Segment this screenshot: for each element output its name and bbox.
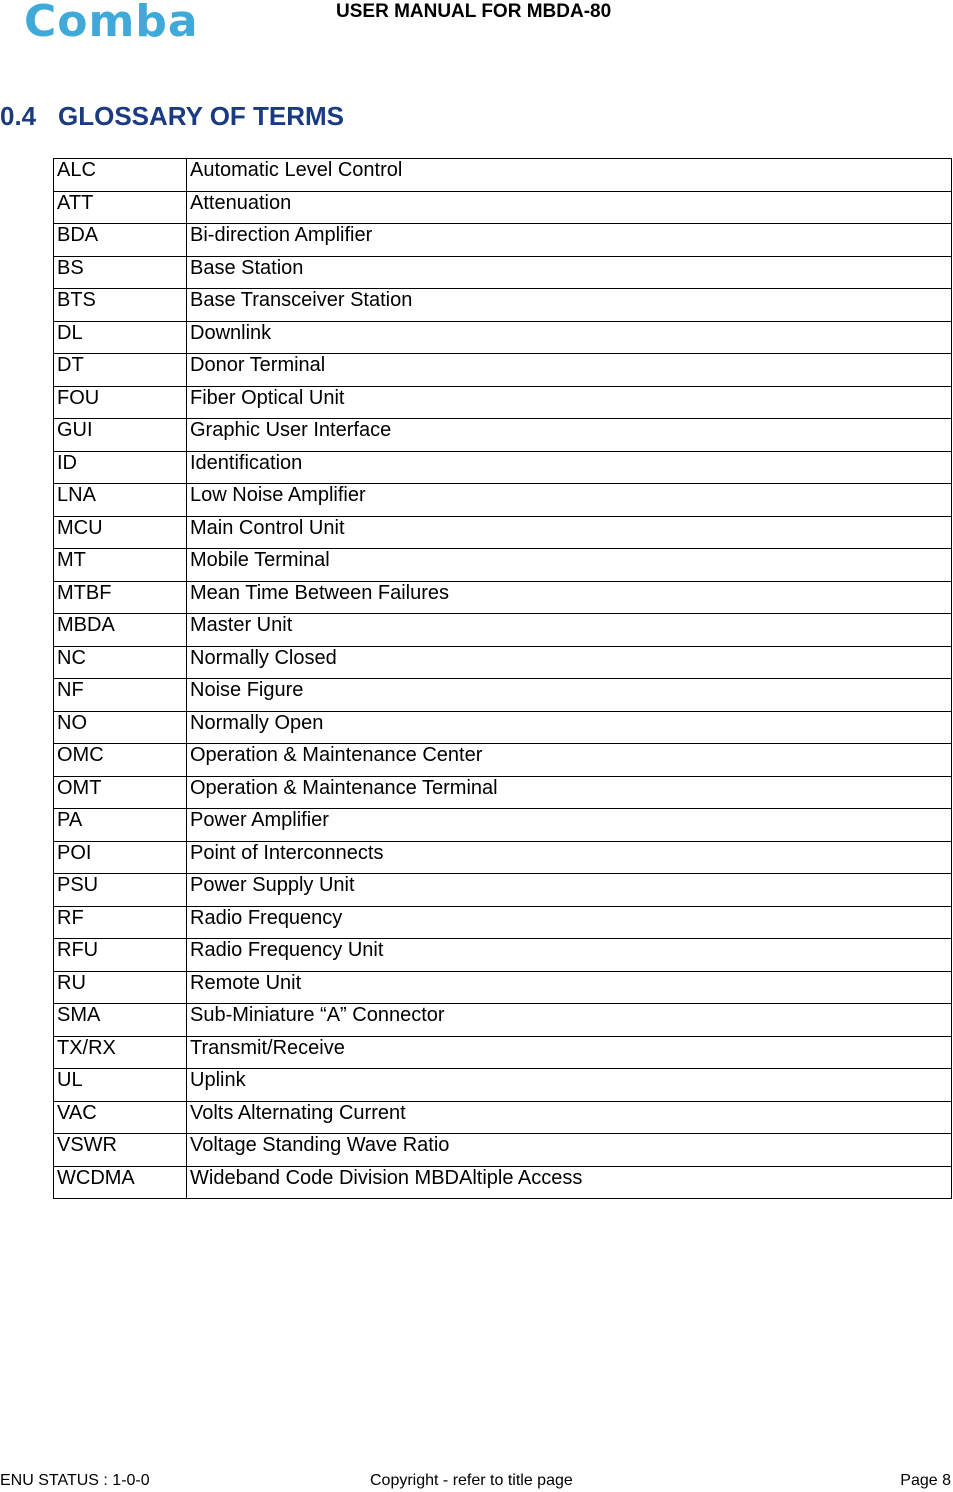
glossary-definition: Downlink	[187, 321, 952, 354]
glossary-row	[54, 646, 952, 679]
glossary-abbreviation: NC	[54, 646, 187, 679]
glossary-row	[54, 451, 952, 484]
glossary-abbreviation: MTBF	[54, 581, 187, 614]
glossary-abbreviation: FOU	[54, 386, 187, 419]
glossary-row	[54, 744, 952, 777]
glossary-definition: Power Amplifier	[187, 809, 952, 842]
glossary-definition: Attenuation	[187, 191, 952, 224]
glossary-definition: Base Transceiver Station	[187, 289, 952, 322]
glossary-abbreviation: UL	[54, 1069, 187, 1102]
glossary-definition: Noise Figure	[187, 679, 952, 712]
glossary-row	[54, 1134, 952, 1167]
glossary-abbreviation: BDA	[54, 224, 187, 257]
document-title: USER MANUAL FOR MBDA-80	[336, 1, 612, 22]
glossary-definition: Low Noise Amplifier	[187, 484, 952, 517]
glossary-definition: Base Station	[187, 256, 952, 289]
glossary-definition: Donor Terminal	[187, 354, 952, 387]
glossary-abbreviation: BTS	[54, 289, 187, 322]
glossary-abbreviation: VSWR	[54, 1134, 187, 1167]
glossary-row	[54, 809, 952, 842]
glossary-row	[54, 419, 952, 452]
glossary-abbreviation: NF	[54, 679, 187, 712]
glossary-row	[54, 776, 952, 809]
footer-status: ENU STATUS : 1-0-0	[0, 1472, 150, 1489]
glossary-row	[54, 841, 952, 874]
glossary-definition: Mean Time Between Failures	[187, 581, 952, 614]
glossary-definition: Remote Unit	[187, 971, 952, 1004]
glossary-abbreviation: MBDA	[54, 614, 187, 647]
glossary-abbreviation: BS	[54, 256, 187, 289]
glossary-row	[54, 939, 952, 972]
glossary-definition: Main Control Unit	[187, 516, 952, 549]
glossary-abbreviation: GUI	[54, 419, 187, 452]
glossary-row	[54, 224, 952, 257]
glossary-row	[54, 971, 952, 1004]
glossary-row	[54, 874, 952, 907]
glossary-row	[54, 386, 952, 419]
glossary-abbreviation: VAC	[54, 1101, 187, 1134]
section-title: GLOSSARY OF TERMS	[58, 101, 345, 131]
glossary-abbreviation: OMC	[54, 744, 187, 777]
glossary-definition: Volts Alternating Current	[187, 1101, 952, 1134]
glossary-abbreviation: NO	[54, 711, 187, 744]
glossary-row	[54, 614, 952, 647]
footer-copyright: Copyright - refer to title page	[370, 1472, 573, 1489]
glossary-row	[54, 191, 952, 224]
glossary-definition: Identification	[187, 451, 952, 484]
glossary-definition: Transmit/Receive	[187, 1036, 952, 1069]
glossary-row	[54, 484, 952, 517]
glossary-definition: Radio Frequency	[187, 906, 952, 939]
glossary-definition: Fiber Optical Unit	[187, 386, 952, 419]
section-heading	[0, 101, 344, 132]
glossary-abbreviation: WCDMA	[54, 1166, 187, 1199]
glossary-abbreviation: POI	[54, 841, 187, 874]
glossary-definition: Power Supply Unit	[187, 874, 952, 907]
glossary-row	[54, 679, 952, 712]
glossary-definition: Normally Open	[187, 711, 952, 744]
glossary-row	[54, 321, 952, 354]
logo-text: Comba	[24, 0, 199, 42]
glossary-definition: Sub-Miniature “A” Connector	[187, 1004, 952, 1037]
glossary-definition: Uplink	[187, 1069, 952, 1102]
glossary-definition: Wideband Code Division MBDAltiple Access	[187, 1166, 952, 1199]
glossary-abbreviation: DL	[54, 321, 187, 354]
glossary-definition: Automatic Level Control	[187, 159, 952, 192]
glossary-row	[54, 256, 952, 289]
glossary-row	[54, 906, 952, 939]
section-number: 0.4	[0, 101, 37, 131]
glossary-abbreviation: ALC	[54, 159, 187, 192]
footer-page-number: Page 8	[900, 1472, 951, 1489]
glossary-row	[54, 1069, 952, 1102]
glossary-row	[54, 581, 952, 614]
glossary-row	[54, 516, 952, 549]
glossary-abbreviation: OMT	[54, 776, 187, 809]
glossary-definition: Voltage Standing Wave Ratio	[187, 1134, 952, 1167]
glossary-definition: Radio Frequency Unit	[187, 939, 952, 972]
glossary-abbreviation: LNA	[54, 484, 187, 517]
glossary-abbreviation: SMA	[54, 1004, 187, 1037]
glossary-table	[53, 158, 952, 1199]
glossary-row	[54, 289, 952, 322]
comba-logo	[24, 0, 209, 42]
glossary-abbreviation: MCU	[54, 516, 187, 549]
glossary-abbreviation: PSU	[54, 874, 187, 907]
glossary-row	[54, 1166, 952, 1199]
glossary-definition: Mobile Terminal	[187, 549, 952, 582]
glossary-definition: Master Unit	[187, 614, 952, 647]
glossary-row	[54, 1036, 952, 1069]
glossary-abbreviation: DT	[54, 354, 187, 387]
glossary-abbreviation: ATT	[54, 191, 187, 224]
glossary-row	[54, 1004, 952, 1037]
glossary-definition: Normally Closed	[187, 646, 952, 679]
glossary-abbreviation: RF	[54, 906, 187, 939]
glossary-row	[54, 354, 952, 387]
glossary-definition: Operation & Maintenance Terminal	[187, 776, 952, 809]
glossary-row	[54, 711, 952, 744]
glossary-abbreviation: ID	[54, 451, 187, 484]
glossary-abbreviation: RU	[54, 971, 187, 1004]
glossary-definition: Bi-direction Amplifier	[187, 224, 952, 257]
glossary-definition: Operation & Maintenance Center	[187, 744, 952, 777]
glossary-definition: Graphic User Interface	[187, 419, 952, 452]
glossary-abbreviation: RFU	[54, 939, 187, 972]
glossary-abbreviation: MT	[54, 549, 187, 582]
glossary-abbreviation: PA	[54, 809, 187, 842]
glossary-row	[54, 549, 952, 582]
glossary-definition: Point of Interconnects	[187, 841, 952, 874]
glossary-row	[54, 159, 952, 192]
glossary-row	[54, 1101, 952, 1134]
glossary-abbreviation: TX/RX	[54, 1036, 187, 1069]
